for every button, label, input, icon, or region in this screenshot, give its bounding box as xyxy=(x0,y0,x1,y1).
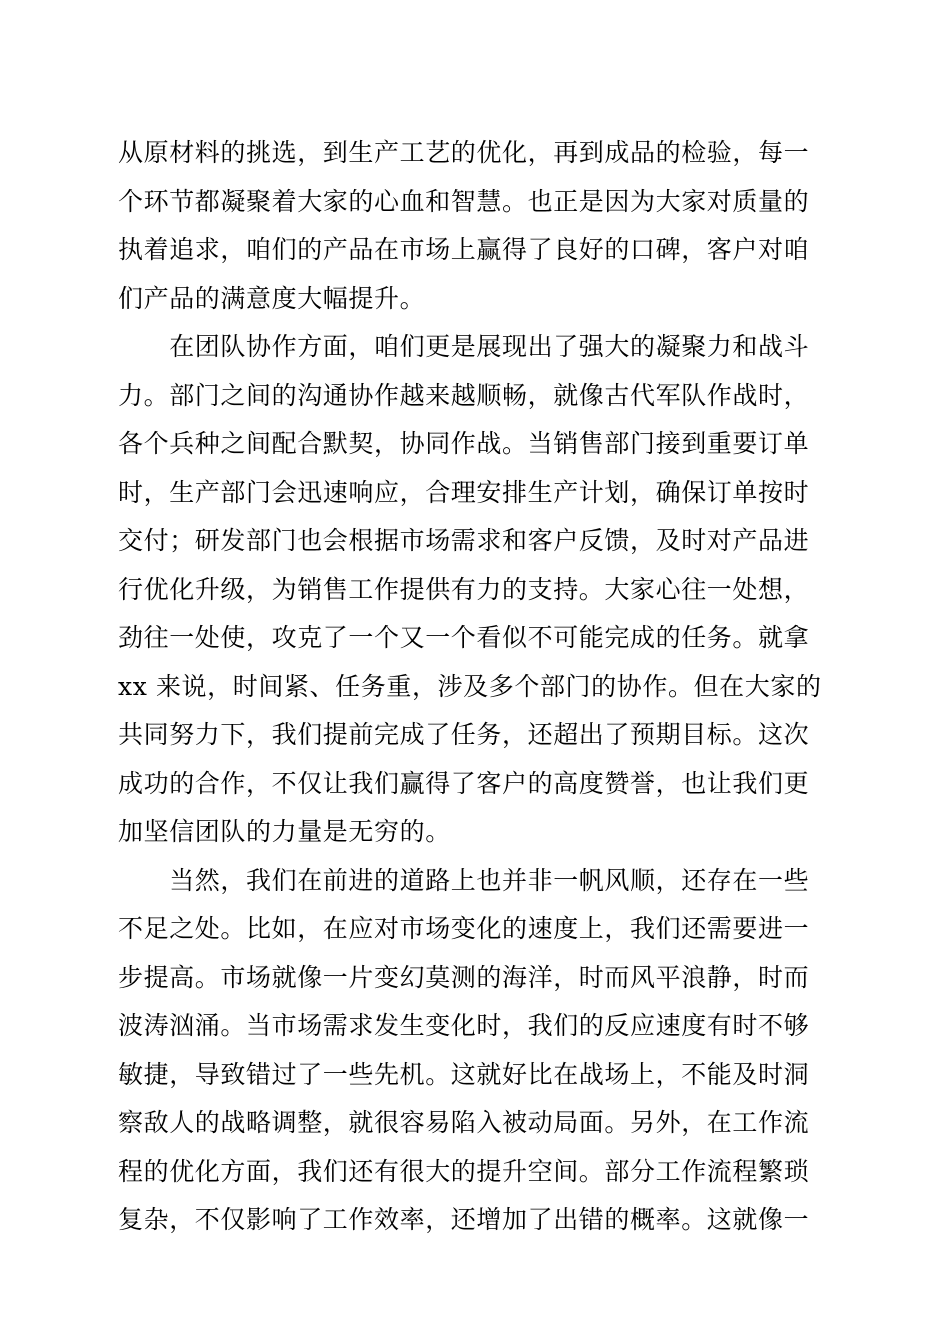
text-line: 察敌人的战略调整，就很容易陷入被动局面。另外，在工作流 xyxy=(118,1108,810,1137)
text-line: 敏捷，导致错过了一些先机。这就好比在战场上，不能及时洞 xyxy=(118,1059,810,1089)
text-line: 劲往一处使，攻克了一个又一个看似不可能完成的任务。就拿 xyxy=(118,623,810,652)
text-line: 加坚信团队的力量是无穷的。 xyxy=(118,817,451,846)
text-line: 程的优化方面，我们还有很大的提升空间。部分工作流程繁琐 xyxy=(118,1156,810,1186)
text-line: 行优化升级，为销售工作提供有力的支持。大家心往一处想， xyxy=(118,574,810,604)
text-line: 个环节都凝聚着大家的心血和智慧。也正是因为大家对质量的 xyxy=(118,186,810,216)
text-line: 复杂，不仅影响了工作效率，还增加了出错的概率。这就像一 xyxy=(118,1205,810,1234)
text-line: 执着追求，咱们的产品在市场上赢得了良好的口碑，客户对咱 xyxy=(118,235,810,264)
text-line: 不足之处。比如，在应对市场变化的速度上，我们还需要进一 xyxy=(118,914,810,943)
text-line: 在团队协作方面，咱们更是展现出了强大的凝聚力和战斗 xyxy=(118,332,810,361)
text-line: 们产品的满意度大幅提升。 xyxy=(118,283,426,313)
text-line: 交付；研发部门也会根据市场需求和客户反馈，及时对产品进 xyxy=(118,526,810,555)
text-line: 当然，我们在前进的道路上也并非一帆风顺，还存在一些 xyxy=(118,865,810,895)
text-line: 步提高。市场就像一片变幻莫测的海洋，时而风平浪静，时而 xyxy=(118,962,810,992)
text-line: 成功的合作，不仅让我们赢得了客户的高度赞誉，也让我们更 xyxy=(118,768,810,798)
text-line: 各个兵种之间配合默契，协同作战。当销售部门接到重要订单 xyxy=(118,429,810,458)
text-line: 波涛汹涌。当市场需求发生变化时，我们的反应速度有时不够 xyxy=(118,1011,810,1040)
text-line: 共同努力下，我们提前完成了任务，还超出了预期目标。这次 xyxy=(118,720,810,749)
text-line: xx 来说，时间紧、任务重，涉及多个部门的协作。但在大家的 xyxy=(118,671,822,701)
text-line: 力。部门之间的沟通协作越来越顺畅，就像古代军队作战时， xyxy=(118,380,810,410)
body-text xyxy=(118,129,822,1245)
text-line: 时，生产部门会迅速响应，合理安排生产计划，确保订单按时 xyxy=(118,477,810,507)
text-line: 从原材料的挑选，到生产工艺的优化，再到成品的检验，每一 xyxy=(118,138,810,167)
